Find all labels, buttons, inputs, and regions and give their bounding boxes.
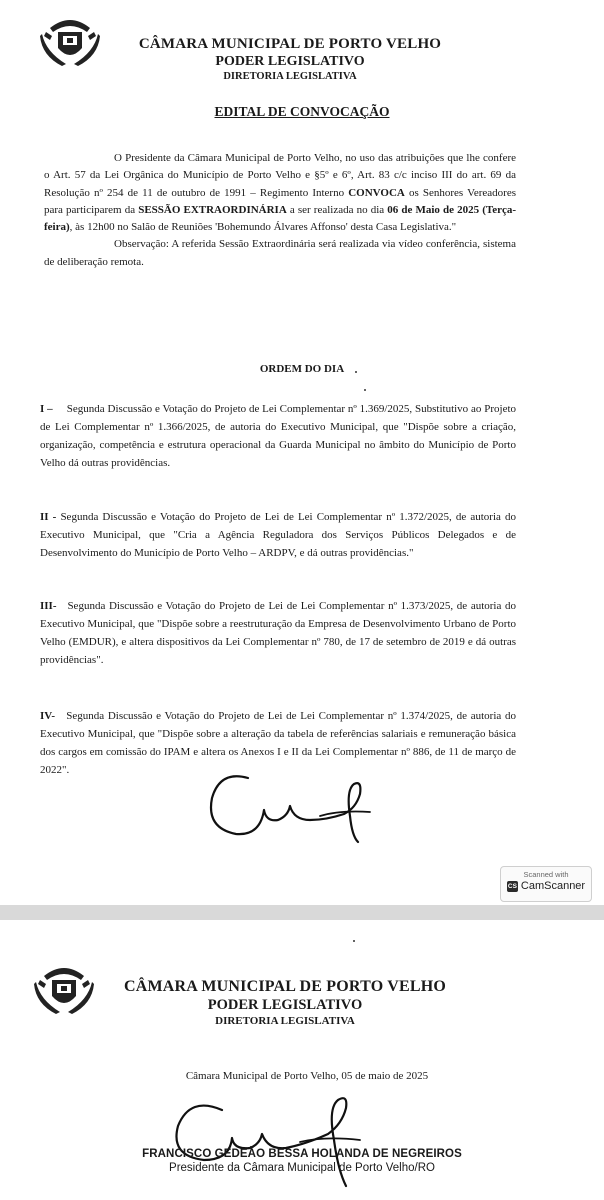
agenda-item-1: I – Segunda Discussão e Votação do Projeto de Lei Complementar nº 1.369/2025, Substitutivo ao Projeto de Lei Complementar nº 1.366/2025, de autoria do Executivo Municipal, que "Dispõe sobre a criação, organização, competência e estrutura operacional da Guarda Municipal no âmbito do Município de Porto Velho dá outras providências.	[40, 403, 517, 469]
camscanner-brand: CamScanner	[520, 880, 586, 892]
org-name: CÂMARA MUNICIPAL DE PORTO VELHO	[138, 36, 442, 52]
place-and-date: Câmara Municipal de Porto Velho, 05 de maio de 2025	[185, 1070, 429, 1082]
org-name: CÂMARA MUNICIPAL DE PORTO VELHO	[123, 978, 447, 995]
signer-name: FRANCISCO GEDEÃO BESSA HOLANDA DE NEGREIROS	[142, 1148, 462, 1160]
document-title: EDITAL DE CONVOCAÇÃO	[214, 104, 390, 119]
letterhead	[120, 36, 460, 82]
branch-name: PODER LEGISLATIVO	[215, 54, 365, 69]
signature-image	[200, 750, 400, 850]
coat-of-arms-icon	[34, 960, 94, 1016]
signer-role: Presidente da Câmara Municipal de Porto Velho/RO	[169, 1162, 435, 1174]
agenda-item-4: IV- Segunda Discussão e Votação do Projeto de Lei de Lei Complementar nº 1.374/2025, de autoria do Executivo Municipal, que "Dispõe sobre a alteração da tabela de referências salariais e remuneração básica dos cargos em comissão do IPAM e altera os Anexos I e II da Lei Complementar nº 886, de 11 de março de 2022".	[40, 710, 516, 776]
camscanner-watermark: Scanned with CS CamScanner	[500, 866, 592, 902]
signer-block	[0, 1148, 604, 1174]
intro-text	[44, 150, 516, 271]
agenda-title: ORDEM DO DIA	[259, 363, 345, 375]
signature-image	[160, 1082, 380, 1192]
letterhead-page-2	[110, 978, 460, 1027]
department-name: DIRETORIA LEGISLATIVA	[223, 71, 357, 82]
page-separator	[0, 905, 604, 920]
coat-of-arms-icon	[40, 12, 100, 68]
observation-paragraph: Observação: A referida Sessão Extraordinária será realizada via vídeo conferência, sistema de deliberação remota.	[44, 238, 516, 268]
department-name: DIRETORIA LEGISLATIVA	[215, 1015, 355, 1027]
agenda-item-2: II - Segunda Discussão e Votação do Projeto de Lei de Lei Complementar nº 1.372/2025, de autoria do Executivo Municipal, que "Cria a Agência Reguladora dos Serviços Públicos Delegados e de Desenvolvimento do Município de Porto Velho – ARDPV, e dá outras providências."	[40, 511, 516, 559]
agenda-item-3: III- Segunda Discussão e Votação do Projeto de Lei de Lei Complementar nº 1.373/2025, de autoria do Executivo Municipal, que "Dispõe sobre a reestruturação da Empresa de Desenvolvimento Urbano de Porto Velho (EMDUR), e altera dispositivos da Lei Complementar nº 780, de 17 de setembro de 2019 e dá outras providências".	[40, 600, 516, 666]
convocation-paragraph: O Presidente da Câmara Municipal de Porto Velho, no uso das atribuições que lhe confere o Art. 57 da Lei Orgânica do Município de Porto Velho e §5º e 6º, Art. 83 c/c inciso III do art. 69 da Resolução nº 254 de 11 de outubro de 1991 – Regimento Interno CONVOCA os Senhores Vereadores para participarem da SESSÃO EXTRAORDINÁRIA a ser realizada no dia 06 de Maio de 2025 (Terça-feira), às 12h00 no Salão de Reuniões 'Bohemundo Álvares Affonso' desta Casa Legislativa."	[44, 152, 516, 234]
branch-name: PODER LEGISLATIVO	[207, 997, 363, 1013]
camscanner-icon: CS	[507, 882, 517, 890]
